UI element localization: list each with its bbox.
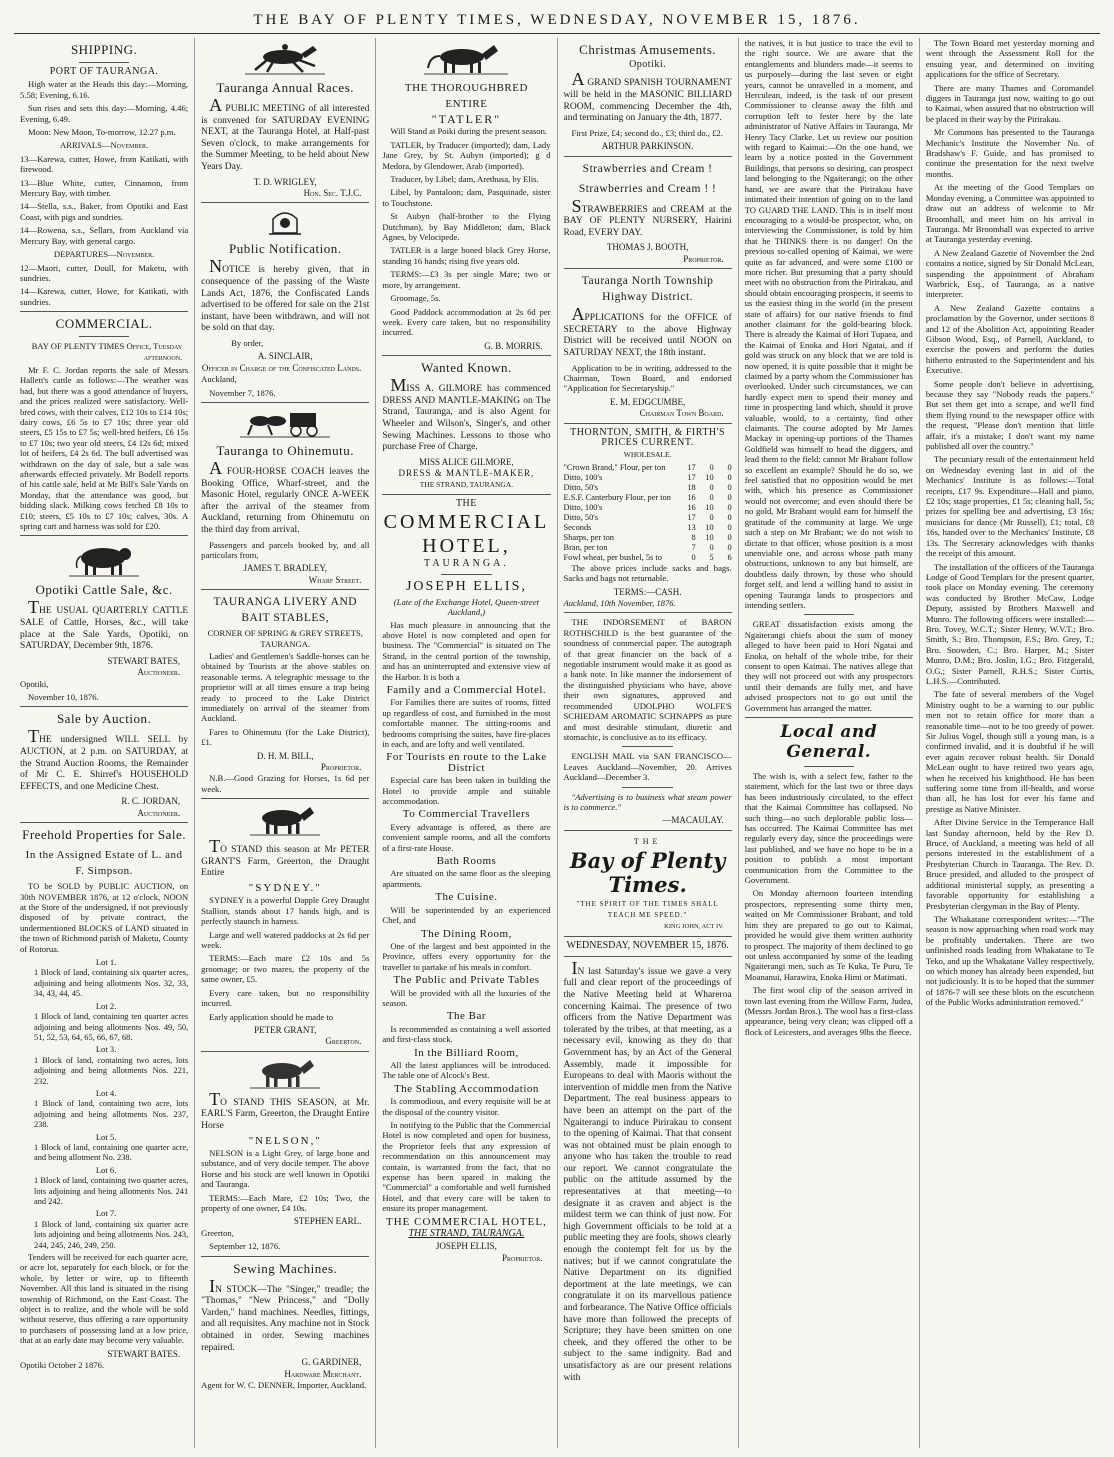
column-6	[920, 38, 1100, 1448]
hotel-footer-3: JOSEPH ELLIS,	[435, 1241, 497, 1252]
hotel-the: THE	[455, 497, 477, 509]
local-item: There are many Thames and Coromandel diggers in Tauranga just now, waiting to go out to Kaimai, when assured that no obstruction will be placed in their way by the Pirirakau.	[925, 82, 1095, 124]
price-cell-a: 8	[691, 532, 696, 542]
hotel-bath-heading: Bath Rooms	[436, 855, 497, 868]
hotel-bath: Are situated on the same floor as the sleeping apartments.	[382, 868, 551, 889]
price-cell-a: 16	[687, 502, 696, 512]
shipping-title: SHIPPING.	[70, 42, 138, 57]
price-row	[564, 483, 732, 493]
local-item: The installation of the officers of the Tauranga Lodge of Good Templars for the present quarter, took place on Monday evening. The ceremony was conducted by Brother McCaw, Lodge Deputy, assisted by Brothers Maxwell and Munro. The following officers were installed:—Bro. Tovey, W.C.T.; Sister Henry, W.V.T.; Bro. Smith, S.; Bro. Thompson, F.S.; Bro. Grey, T.; Bro. Snowden, C.; Bro. Harper, M.; Sister Munro, D.M.; Bro. Joslin, I.G.; Bro. Fitzgerald, O.G.; Sister Parnell, R.H.S.; Sister Curtis, L.H.S.—Contributed.	[925, 561, 1095, 686]
lot-heading: Lot 5.	[95, 1131, 117, 1142]
arrival-item: 13—Blue White, cutter, Cinnamon, from Mercury Bay, with timber.	[20, 177, 189, 199]
paper-masthead	[564, 837, 732, 897]
divider	[20, 311, 188, 312]
hotel-tables-heading: The Public and Private Tables	[393, 974, 540, 987]
price-cell-c: 6	[727, 552, 732, 562]
prices-subtitle: WHOLESALE.	[623, 450, 672, 460]
price-cell-c: 0	[727, 482, 732, 492]
price-cell-c: 0	[727, 542, 732, 552]
divider	[564, 936, 732, 937]
tatler-pedigree: TATLER, by Traducer (imported); dam, Lady Jane Grey, by St. Aubyn (imported); g d Medora, by Glendower, Arab (imported).	[382, 139, 551, 171]
price-cell-b: 10	[705, 502, 714, 512]
auction-signature: R. C. JORDAN,	[121, 796, 181, 807]
price-cell-b: 10	[705, 522, 714, 532]
divider	[20, 535, 188, 536]
price-cell-c: 0	[727, 462, 732, 472]
highway-title: Tauranga North Township Highway District.	[581, 275, 714, 304]
lot-text: 1 Block of land, containing ten quarter acres adjoining and being allotments Nos. 49, 50, 51, 52, 53, 64, 65, 66, 67, 68.	[34, 1012, 189, 1042]
price-cell-item: Ditto, 50's	[563, 482, 599, 492]
coach-body-2: Passengers and parcels booked by, and all particulars from,	[201, 539, 370, 560]
departures-heading: DEPARTURES—November.	[53, 249, 155, 260]
price-cell-b: 0	[709, 512, 714, 522]
divider	[201, 402, 369, 403]
departure-item: 12—Maori, cutter, Doull, for Maketu, with sundries.	[20, 262, 189, 283]
arrivals-heading: ARRIVALS—November.	[60, 140, 149, 151]
coach-body: A FOUR-HORSE COACH leaves the Booking Office, Wharf-street, and the Masonic Hotel, regularly ONCE A-WEEK after the arrival of the steamer from Auckland, returning from Ohinemutu on the third day from arrival.	[201, 457, 370, 535]
column-2	[195, 38, 376, 1448]
divider	[201, 589, 369, 590]
opotiki-date: November 10, 1876.	[28, 692, 99, 703]
prices-note: The above prices include sacks and bags. Sacks and bags not returnable.	[563, 562, 732, 584]
price-cell-item: Bran, per ton	[563, 542, 608, 552]
hotel-family: For Families there are suites of rooms, fitted up regardless of cost, and furnished in the most comfortable manner. The sitting-rooms and bedrooms comprising the suites, have fire-places in each, and are lofty and well ventilated.	[382, 697, 551, 749]
hotel-footer-1: THE COMMERCIAL HOTEL,	[386, 1215, 547, 1228]
price-cell-a: 17	[687, 472, 696, 482]
sewing-title: Sewing Machines.	[233, 1260, 338, 1276]
price-cell-item: E.S.F. Canterbury Flour, per ton	[563, 492, 671, 502]
divider	[564, 830, 732, 831]
nelson-description: NELSON is a Light Grey, of large bone and substance, and of very docile temper. The above Horse and his stock are well known in Opotiki and Tauranga.	[201, 1147, 370, 1190]
lot-heading: Lot 3.	[95, 1044, 117, 1055]
local-item: The fate of several members of the Vogel Ministry ought to be a warning to our public men not to retain office for more than a reasonable time—not to be too greedy of power. Sir Julius Vogel, though still a young man, is a confirmed invalid, and it is doubtful if he will ever again recover robust health. Sir Donald McLean ought to have retired two years ago, when he received his knighthood. He has been suffering some time from ill-health, and worse than all, he has lost for ever his fame and prestige as Native Minister.	[925, 689, 1095, 814]
hotel-stabling-heading: The Stabling Accommodation	[393, 1082, 539, 1095]
nelson-body: TO STAND THIS SEASON, at Mr. EARL'S Farm, Greerton, the Draught Entire Horse	[201, 1088, 370, 1131]
auction-role: Auctioneer.	[137, 807, 181, 818]
price-cell-item: Sharps, per ton	[563, 532, 614, 542]
hotel-cuisine: Will be superintended by an experienced Chef, and	[382, 904, 551, 926]
sewing-signature: G. GARDINER,	[301, 1357, 362, 1368]
bull-illustration-icon	[69, 540, 139, 578]
local-item: On Monday afternoon fourteen intending prospectors, representing some thirty men, waited on Mr Commissioner Brabant, and told him they are prepared to go out to Kaimai, provided he would give them written authority to prospect. The majority of them declined to go out unless accompanied by some of the leading Ngaiterangi men, such as Te Kuka, Te Puru, Te Moananui, Harawira, Enoka Himi or Matimati.	[744, 888, 913, 982]
coach-signature: JAMES T. BRADLEY,	[243, 563, 328, 574]
prices-table	[564, 463, 732, 563]
paper-title: Bay of Plenty Times.	[569, 848, 726, 898]
public-notification-body: NOTICE is hereby given, that in consequence of the passing of the Waste Lands Act, 1876, the Confiscated Lands advertised to be offered for sale on the 21st instant, have been withdrawn, and will not be sold on that day.	[201, 256, 370, 334]
paper-motto: "THE SPIRIT OF THE TIMES SHALL TEACH ME SPEED."	[576, 900, 719, 919]
public-signature: A. SINCLAIR,	[257, 351, 313, 362]
livery-title: TAURANGA LIVERY AND BAIT STABLES,	[213, 596, 358, 625]
column-5	[739, 38, 920, 1448]
divider	[201, 1256, 369, 1257]
divider	[79, 336, 129, 337]
price-cell-b: 5	[709, 552, 714, 562]
price-cell-item: Ditto, 50's	[563, 512, 599, 522]
racehorse-illustration-icon	[245, 42, 325, 76]
price-cell-c: 0	[727, 512, 732, 522]
lot-heading: Lot 6.	[95, 1164, 117, 1175]
races-title: Tauranga Annual Races.	[216, 80, 355, 95]
tatler-traducer: Traducer, by Libel; dam, Arethusa, by Elis.	[390, 174, 539, 185]
price-row	[564, 523, 732, 533]
price-cell-a: 17	[687, 512, 696, 522]
sydney-signature: PETER GRANT,	[254, 1024, 317, 1035]
local-item: Some people don't believe in advertising, because they say "Nobody reads the papers." But set them get into a scrape, and we'll find them flying round to the newspaper office with the request, "Please don't mention that little affair, it's a mistake; I don't want my name published all over the country."	[925, 378, 1095, 452]
page-header: THE BAY OF PLENTY TIMES, WEDNESDAY, NOVEMBER 15, 1876.	[14, 6, 1100, 34]
divider	[79, 62, 129, 63]
divider	[382, 355, 550, 356]
tatler-description: TATLER is a large boned black Grey Horse, standing 16 hands; rising five years old.	[382, 245, 551, 266]
hotel-cuisine-heading: The Cuisine.	[435, 891, 498, 904]
opotiki-sale-title: Opotiki Cattle Sale, &c.	[35, 582, 173, 598]
xmas-title: Christmas Amusements.	[579, 42, 717, 57]
freehold-tail: Tenders will be received for each quarter acre, or acre lot, separately for each block, or for the whole, by letter or wire, up to fifteenth November. All this land is situated in the rising township of Richmond, on the East Coast. The object is to realize, and the whole will be sold without reserve, thus offering a rare opportunity to purchasers of possessing land at a low price, that at an early date may become very valuable.	[20, 1252, 189, 1346]
divider	[382, 494, 550, 495]
divider	[564, 956, 732, 957]
quote-attribution: —MACAULAY.	[662, 815, 724, 826]
arrival-item: 14—Rowena, s.s., Sellars, from Auckland via Mercury Bay, with general cargo.	[20, 225, 189, 246]
races-role: Hon. Sec. T.J.C.	[303, 187, 362, 198]
lot-list	[24, 957, 188, 1251]
price-row	[564, 543, 732, 553]
rothschild-notice: THE INDORSEMENT of BARON ROTHSCHILD is the best guarantee of the soundness of commercial paper. The autograph of that great financier on the back of a negotiable instrument would make it as good as a bank note. In like manner the indorsement of the distinguished physicians who have, above their own signatures, approved and recommended UDOLPHO WOLFE'S SCHIEDAM AROMATIC SCHNAPPS as pure and most desirable stimulant, diuretic and stomachic, is conclusive as to its efficacy.	[563, 617, 732, 742]
price-row	[564, 503, 732, 513]
coach-illustration-icon	[240, 407, 330, 439]
sydney-description: SYDNEY is a powerful Dapple Grey Draught Stallion, stands about 17 hands high, and is perfectly staunch in harness.	[201, 895, 370, 927]
freehold-title: Freehold Properties for Sale.	[22, 827, 187, 843]
price-row	[564, 473, 732, 483]
hotel-title: COMMERCIAL	[383, 511, 550, 534]
strawberries-role: Proprietor.	[683, 253, 724, 264]
arrival-item: 13—Karewa, cutter, Howe, from Katikati, with firewood.	[20, 153, 189, 175]
divider	[564, 156, 732, 157]
departure-item: 14—Karewa, cutter, Howe, for Katikati, with sundries.	[20, 286, 189, 307]
price-cell-a: 17	[687, 462, 696, 472]
hotel-bar: Is recommended as containing a well assorted and first-class stock.	[382, 1023, 551, 1045]
highway-body-2: Application to be in writing, addressed to the Chairman, Town Board, and endorsed "Application for Secretaryship."	[563, 362, 732, 394]
hotel-title-2: HOTEL,	[422, 535, 511, 558]
local-item: A New Zealand Gazette of November the 2nd contains a notice, signed by Sir Donald McLean, suspending the appointment of Abraham Warbrick, Esq., of Tauranga, as a native interpreter.	[925, 247, 1095, 300]
public-date: November 7, 1876.	[209, 387, 276, 398]
sydney-role: Greerton.	[325, 1036, 362, 1047]
price-row	[564, 463, 732, 473]
price-row	[564, 493, 732, 503]
lot-text: 1 Block of land, containing two acres, lots adjoining and being allotments Nos. 221, 232.	[34, 1055, 189, 1086]
arrival-item: 14—Stella, s.s., Baker, from Opotiki and East Coast, with pigs and sundries.	[20, 201, 189, 222]
port-title: PORT OF TAURANGA.	[49, 66, 159, 77]
lot-text: 1 Block of land, containing six quarter acre lots adjoining and being allotments Nos. 243, 244, 245, 246, 249, 250.	[34, 1219, 189, 1250]
wanted-signature-3: THE STRAND, TAURANGA.	[419, 479, 514, 489]
hotel-tourists-heading: For Tourists en route to the Lake District	[386, 751, 547, 774]
tatler-groomage: Groomage, 5s.	[390, 293, 441, 304]
hotel-dining: One of the largest and best appointed in the Province, offers every opportunity for the traveller to partake of his meals in comfort.	[382, 940, 551, 972]
strawberries-title-2: Strawberries and Cream ! !	[578, 182, 717, 195]
livery-signature: D. H. M. BILL,	[256, 750, 314, 761]
public-role: Officer in Charge of the Confiscated Lands.	[201, 362, 362, 373]
local-item: Mr Commons has presented to the Tauranga Mechanic's Institute the November No. of Bradshaw's F. Guide, and has promised to continue the presentation for the next twelve months.	[925, 127, 1095, 179]
races-body: A PUBLIC MEETING of all interested is convened for SATURDAY EVENING NEXT, at the Tauranga Hotel, at Half-past Seven o'clock, to make arrangements for the Summer Meeting, to be held about New Years Day.	[201, 95, 370, 172]
price-cell-a: 0	[691, 552, 696, 562]
divider	[564, 612, 732, 613]
strawberries-signature: THOMAS J. BOOTH,	[606, 242, 689, 253]
sydney-paddock: Large and well watered paddocks at 2s 6d per week.	[201, 929, 370, 951]
prices-date: Auckland, 10th November, 1876.	[563, 598, 676, 609]
price-cell-c: 0	[727, 502, 732, 512]
nelson-terms: TERMS:—Each Mare, £2 10s; Two, the property of one owner, £4 10s.	[201, 1192, 370, 1213]
hotel-family-heading: Family and a Commercial Hotel.	[386, 683, 547, 696]
price-cell-item: "Crown Brand," Flour, per ton	[563, 462, 666, 472]
price-cell-b: 0	[709, 542, 714, 552]
lot-text: 1 Block of land, containing one quarter acre, and being allotment No. 238.	[34, 1142, 189, 1163]
price-cell-c: 0	[727, 472, 732, 482]
lot-heading: Lot 2.	[95, 1000, 117, 1011]
xmas-body: A GRAND SPANISH TOURNAMENT will be held in the MASONIC BILLIARD ROOM, commencing December the 4th, and terminating on January the 4th, 1877.	[563, 69, 732, 124]
paper-motto-source: KING JOHN, ACT IV.	[664, 922, 724, 930]
local-item: A New Zealand Gazette contains a proclamation by the Governor, under sections 8 and 12 of the Abolition Act, appointing Reader Gibson Wood, Esq., of Parnell, Auckland, to exercise the powers and perform the duties hitherto entrusted to the Superintendent and his Executive.	[925, 302, 1095, 376]
tatler-title: THE THOROUGHBRED ENTIRE	[404, 82, 528, 110]
sun-text: Sun rises and sets this day:—Morning, 4.46; Evening, 6.49.	[20, 103, 189, 124]
coach-role: Wharf Street.	[308, 574, 362, 585]
hotel-late: (Late of the Exchange Hotel, Queen-street Auckland,)	[393, 596, 540, 618]
public-by-order: By order,	[231, 337, 264, 348]
dissatisfaction-text: GREAT dissatisfaction exists among the Ngaiterangi chiefs about the sum of money alleged to have been paid to Hori Ngatai and Enoka, on behalf of the whole tribe, for their consent to open Kaimai. The natives allege that they will not proceed out with any prospectors until their demands are fully met, and have advised prospectors not to go out until the Government has arranged the matter.	[744, 619, 913, 713]
livery-role: Proprietor.	[320, 762, 362, 773]
sydney-care: Every care taken, but no responsibility incurred.	[201, 987, 370, 1009]
divider	[201, 202, 369, 203]
hotel-place: TAURANGA.	[424, 558, 509, 570]
hotel-stabling: Is commodious, and every requisite will be at the disposal of the country visitor.	[382, 1096, 551, 1117]
sewing-body: IN STOCK—The "Singer," treadle; the "Thomas," "New Princess," and "Dolly Varden," hand machines. Needles, fittings, and all requisites. Any machine not in Stock obtained in order. Sewing machines repaired.	[201, 1275, 370, 1353]
commercial-office: BAY OF PLENTY TIMES Office, Tuesday afternoon.	[31, 341, 183, 362]
divider	[564, 268, 732, 269]
price-cell-item: Seconds	[563, 522, 592, 532]
hotel-notify: In notifying to the Public that the Commercial Hotel is now completed and open for business, the Proprietor feels that any expression of recommendation on this announcement may contain, is warranted from the fact, that no expense has been spared in making the "Commercial" a comfortable and well furnished Hotel, and that every care will be taken to ensure its proper management.	[382, 1120, 551, 1214]
commercial-title: COMMERCIAL.	[55, 316, 153, 332]
freehold-signature: STEWART BATES.	[107, 1348, 181, 1359]
wanted-signature-2: DRESS & MANTLE-MAKER,	[398, 468, 535, 479]
price-row	[564, 553, 732, 563]
wanted-title: Wanted Known.	[421, 360, 512, 376]
divider	[804, 766, 854, 767]
hotel-footer-2: THE STRAND, TAURANGA.	[408, 1228, 525, 1240]
lot-text: 1 Block of land, containing six quarter acres, adjoining and being allotments Nos. 32, 33, 34, 43, 44, 45.	[34, 968, 189, 999]
column-4	[558, 38, 739, 1448]
price-cell-b: 0	[709, 482, 714, 492]
local-item: The Whakatane correspondent writes:—"The season is now approaching when road work may be profitably undertaken. There are two unfinished roads leading from Whakatane to Te Teko, and up the Whakatane Valley respectively, on which money has already been expended, but not judiciously. It is to be hoped that the summer of 1876-7 will see these blots on the escutcheon of the Public Works administration removed."	[925, 913, 1095, 1008]
highway-signature: E. M. EDGCUMBE,	[609, 396, 686, 407]
divider	[804, 614, 854, 615]
local-item: The pecuniary result of the entertainment held on Wednesday evening last in aid of the Mechanics' Institute is as follows:—Total receipts, £17 9s. Expenditure—Hall and piano, £2 10s; stage properties, £1 5s; cleaning hall, 5s; prizes for spelling bee and advertising, £3 16s; musicians for dance (Mr Russell), £1; total, £8 16s, handed over to the Mechanics' Institute, £8 13s. The Secretary acknowledges with thanks the receipt of this amount.	[925, 454, 1095, 559]
price-cell-b: 10	[705, 472, 714, 482]
lot-heading: Lot 7.	[95, 1208, 117, 1219]
local-item: At the meeting of the Good Templars on Monday evening, a Committee was appointed to draw out an address of welcome to Mr Broomhall, and meet him on his arrival in Tauranga. Mr Broomhall was expected to arrive at Tauranga yesterday evening.	[925, 182, 1095, 245]
hotel-billiard: All the latest appliances will be introduced. The table one of Alcock's Best.	[382, 1059, 551, 1081]
price-cell-c: 0	[727, 492, 732, 502]
divider	[564, 423, 732, 424]
divider	[20, 706, 188, 707]
auction-title: Sale by Auction.	[56, 711, 152, 727]
local-item: After Divine Service in the Temperance Hall last Sunday afternoon, held by the Rev D. Bruce, of Auckland, a meeting was held of all persons interested in the establishment of a Presbyterian Church in Tauranga. The Rev. D. Bruce presided, and alluded to the prospect of additional ministerial supply, as presenting a favorable opportunity for establishing a Presbyterian clergyman in the Bay of Plenty.	[925, 817, 1095, 911]
wanted-signature-1: MISS ALICE GILMORE,	[419, 456, 514, 467]
royal-crest-icon	[265, 207, 305, 237]
nelson-place: Greerton,	[201, 1227, 234, 1238]
columns	[14, 38, 1100, 1448]
grey-horse-illustration-icon	[250, 1056, 320, 1090]
freehold-body: TO be SOLD by PUBLIC AUCTION, on 30th NOVEMBER 1876, at 12 o'clock, NOON at the Store of the undersigned, if not previously disposed of by private contract, the undermentioned BLOCKS of LAND situated in the town of Richmond parish of Maketu, County of Rotorua.	[20, 881, 189, 954]
tatler-paddock: Good Paddock accommodation at 2s 6d per week. Every care taken, but no responsibility incurred.	[382, 306, 551, 338]
price-cell-c: 0	[727, 522, 732, 532]
lot-heading: Lot 4.	[95, 1087, 117, 1098]
divider	[745, 717, 913, 718]
advertising-quote: "Advertising is to business what steam power is to commerce."	[563, 791, 732, 812]
tides-text: High water at the Heads this day:—Morning, 5.58; Evening, 6.16.	[20, 79, 189, 100]
editorial-text: IN last Saturday's issue we gave a very full and clear report of the proceedings of the Native Meeting held at Whareroa concerning Kaimai. The presence of two officers from the Native Department was tolerated by the tribes, at that meeting, as a necessary evil, knowing as they do that Government has, by an Act of the General Assembly, made it impossible for Europeans to deal with Maoris without the intervention of middle men from the Native Department. The real business appears to have been an attempt on the part of the Ngaiterangi to induce Pirirakau to consent to the opening of Kaimai. That that consent was not obtained must be plain enough to anyone who has taken the trouble to read our report. We cannot congratulate the public on the attitude assumed by the representatives at that meeting—to designate it as craven and abject is the mildest term we can think of just now. For high Government officials to be told at a public meeting they are fools, shows clearly enough the contempt felt for us by the natives; but if we cannot congratulate the Native Department on its dignified deportment at the late meetings, we can congratulate it on its marvellous patience and forbearance. The Native Office officials have more than followed the precepts of Scripture; they have been smitten on one cheek, and they offered the other to be subject to the same indignity. Bad and unsatisfactory as are our present relations with	[563, 957, 732, 1383]
price-cell-a: 13	[687, 522, 696, 532]
mail-notice: ENGLISH MAIL via SAN FRANCISCO—Leaves Auckland—November, 20. Arrives Auckland—December 3.	[563, 751, 732, 783]
xmas-signature: ARTHUR PARKINSON.	[601, 141, 694, 152]
auction-body: THE undersigned WILL SELL by AUCTION, at 2 p.m. on SATURDAY, at the Strand Auction Rooms, the Remainder of Mr C. E. Shirref's HOUSEHOLD EFFECTS, and one Medicine Chest.	[20, 726, 189, 792]
sydney-name: "SYDNEY."	[248, 882, 322, 895]
paper-the: THE	[633, 836, 662, 846]
price-cell-b: 0	[709, 462, 714, 472]
coach-title: Tauranga to Ohinemutu.	[216, 442, 355, 458]
local-general-title: Local and General.	[780, 722, 878, 762]
draught-horse-illustration-icon	[250, 803, 320, 837]
tatler-signature: G. B. MORRIS.	[484, 340, 543, 351]
price-row	[564, 533, 732, 543]
price-cell-b: 0	[709, 492, 714, 502]
price-cell-a: 7	[691, 542, 696, 552]
price-cell-item: Ditto, 100's	[563, 472, 603, 482]
livery-body: Ladies' and Gentlemen's Saddle-horses can be obtained by Tourists at the above stables on reasonable terms. A telegraphic message to the proprietor will at all times ensure a trap being ready to proceed to the Lake District immediately on arrival of the steamer from Auckland.	[201, 650, 370, 724]
freehold-subtitle: In the Assigned Estate of L. and F. Simpson.	[25, 849, 183, 878]
tatler-name: "TATLER"	[431, 112, 502, 126]
public-place: Auckland,	[201, 374, 237, 385]
livery-fares: Fares to Ohinemutu (for the Lake District), £1.	[201, 726, 370, 748]
price-cell-c: 0	[727, 532, 732, 542]
xmas-prizes: First Prize, £4; second do., £3; third do., £2.	[571, 127, 723, 138]
tatler-libel: Libel, by Pantaloon; dam, Pasquinade, sister to Touchstone.	[382, 187, 551, 208]
opotiki-sale-body: THE USUAL QUARTERLY CATTLE SALE of Cattle, Horses, &c., will take place at the Sale Yards, Opotiki, on SATURDAY, December 9th, 1876.	[20, 597, 189, 652]
nelson-name: "NELSON,"	[248, 1134, 322, 1147]
prices-terms: TERMS:—CASH.	[613, 586, 682, 597]
hotel-owner: JOSEPH ELLIS,	[405, 578, 527, 594]
hotel-body: Has much pleasure in announcing that the above Hotel is now completed and open for business. The "Commercial" is situated on The Strand, in the central portion of the township, and has an uninterrupted and extensive view of the Harbor. It is both a	[382, 619, 551, 682]
strawberries-body: STRAWBERRIES and CREAM at the BAY OF PLENTY NURSERY, Hairini Road, EVERY DAY.	[563, 195, 732, 238]
tatler-body: Will Stand at Poiki during the present season.	[390, 126, 548, 137]
hotel-footer-4: Proprietor.	[502, 1252, 543, 1263]
sydney-body: TO STAND this season at Mr PETER GRANT'S Farm, Greerton, the Draught Entire	[201, 836, 370, 879]
public-notification-title: Public Notification.	[228, 241, 342, 257]
divider	[201, 798, 369, 799]
livery-nb: N.B.—Good Grazing for Horses, 1s 6d per week.	[201, 773, 370, 794]
hotel-tourists: Especial care has been taken in building the Hotel to provide ample and suitable accommodation.	[382, 775, 551, 807]
strawberries-title: Strawberries and Cream !	[582, 162, 713, 175]
nelson-date: September 12, 1876.	[209, 1241, 281, 1252]
price-cell-b: 10	[705, 532, 714, 542]
local-item: The wish is, with a select few, father to the statement, which for the last two or three days has been industriously circulated, to the effect that the Kaimai Committee has collapsed. No such thing—no such deplorable public loss—has occurred. The Kaimai Committee has met regularly every day, since the proceedings were last published, and we have no hope to be in a position to publish a most important communication from the Committee to the Government.	[744, 771, 913, 886]
lot-text: 1 Block of land, containing two acre, lots adjoining and being allotments Nos. 237, 238.	[34, 1099, 189, 1130]
local-item: The first wool clip of the season arrived in town last evening from the Willow Farm, Judea, (Messrs Jordan Bros.). The wool has a first-class appearance, being very clean; was clipped off a flock of Leicesters, and averages 9lbs the fleece.	[744, 985, 913, 1037]
hotel-travellers-heading: To Commercial Travellers	[402, 808, 531, 821]
divider	[622, 746, 672, 747]
hotel-billiard-heading: In the Billiard Room,	[414, 1046, 519, 1059]
editorial-continued: the natives, it is but justice to trace the evil to the right source. We are aware that the entanglements and blunders made—it seems to us purposely—during the last seven or eight years, cannot be unravelled in a moment, and Herculean, indeed, is the task of our present Commissioner to cleanse away the filth and corruption left to fester here by the late administrator of Native Affairs in Tauranga, Mr Henry Tacy Clarke. Let us review our position with regard to Kaimai:—On the one hand, we learn by a notice posted in the Government Buildings, that persons so desiring, can prospect land belonging to the Ngaiterangi; on the other hand, we are aware that the Pirirakau have intimated their intention of going on to the land TO GUARD THE LAND. This is in itself most encouraging to a would-be prospector, who, on interviewing the Commissioner, is told by him that he THINKS there is no danger! On the previous so-called opening of Kaimai, we were quite as far advanced, and were some £100 or more richer. But presuming that a party should meet with no obstruction from the Pirirakau, and should obtain encouraging prospects, it seems to us the easiest thing in the world (in the present state of affairs) for our native friends to find another claimant for the gold-bearing block. There is already the Kaimai of Hori Tupaea, and the Kaimai of Enoka and Hori Ngatai, and if gold was struck on any block that we are told is now opened, it is quite possible that it might be claimed by a party whom the Commissioner has overlooked. Under such circumstances, we can hardly expect men to spend their money and time in prospecting land which, should it prove valuable, would, to a certainty, find other claimants. The course adopted by Mr James Mackay in opening-up portions of the Thames Goldfield was himself to head the diggers, and lead them to the field: cannot Mr Brabant follow so excellent an example? Should he do so, we feel satisfied that no opposition would be met with, which his presence as Commissioner would not overcome; and even should there be no gold, Mr Brabant would earn for himself the gratitude of the community at large. We urge such a step on Mr Brabant; we do not wish to dictate to that officer, whose position is a most unenviable one, and across whose path many obstructions, unknown to any but himself, are doubtless daily thrown, by those who should forget self, and lend a willing hand to assist in opening Tauranga lands to prospectors and intending settlers.	[744, 38, 913, 610]
wanted-body: MISS A. GILMORE has commenced DRESS AND MANTLE-MAKING on The Strand, Tauranga, and is also Agent for Wheeler and Wilson's, Singer's, and other Sewing Machines. Lessons to those who purchase Free of Charge.	[382, 375, 551, 453]
hotel-bar-heading: The Bar	[446, 1010, 487, 1023]
sydney-terms: TERMS:—Each mare £2 10s and 5s groomage; or two mares, the property of the same owner, £5.	[201, 953, 370, 985]
highway-body: APPLICATIONS for the OFFICE of SECRETARY to the above Highway District will be received until NOON on SATURDAY NEXT, the 18th instant.	[563, 304, 732, 358]
nelson-signature: STEPHEN EARL.	[293, 1216, 362, 1227]
opotiki-signature: STEWART BATES,	[107, 655, 181, 666]
hotel-tables: Will be provided with all the luxuries of the season.	[382, 987, 551, 1008]
price-cell-item: Fowl wheat, per bushel, 5s to	[563, 552, 662, 562]
opotiki-place: Opotiki,	[20, 678, 49, 689]
divider	[622, 787, 672, 788]
commercial-body: Mr F. C. Jordan reports the sale of Messrs Hallett's cattle as follows:—The weather was bad, but there was a good attendance of buyers, and the prices realized were satisfactory. Well-bred cows, with their calves, £12 10s to £14 10s; dairy cows, £6 5s to £7 10s; three year old steers, £5 15s to £7 5s; well-bred heifers, £6 15s to £7 10s; two year old steers, £4 12s 6d; mixed lot of heifers, £4 2s 6d. The bull advertised was withdrawn on the day of sale, but a sale was afterwards effected privately. Mr Bodell reports of his cattle sale, held at Mr Bill's Sale Yards on Monday, that the attendance was good, but bidding slack. Milking cows fetched £8 10s to £10; steers, £5 10s to £7 10s; calves, 30s. A spring cart and harness was sold for £20.	[20, 364, 189, 532]
column-3	[376, 38, 557, 1448]
opotiki-role: Auctioneer.	[137, 667, 181, 678]
divider	[20, 822, 188, 823]
tatler-staubyn: St Aubyn (half-brother to the Flying Dutchman), by Bay Middleton; dam, Black Agnes, by Velocipede.	[382, 211, 551, 243]
hotel-dining-heading: The Dining Room,	[421, 927, 512, 940]
local-item: The Town Board met yesterday morning and went through the Assessment Roll for the ensuing year, and determined on inviting applications for the office of Secretary.	[925, 38, 1095, 80]
xmas-subtitle: Opotiki.	[629, 59, 667, 70]
sydney-apply: Early application should be made to	[209, 1011, 334, 1022]
column-1	[14, 38, 195, 1448]
thoroughbred-illustration-icon	[424, 42, 508, 76]
livery-subtitle: CORNER OF SPRING & GREY STREETS, TAURANGA.	[207, 628, 363, 649]
price-row	[564, 513, 732, 523]
divider	[441, 574, 491, 575]
price-cell-item: Ditto, 100's	[563, 502, 603, 512]
price-cell-a: 16	[687, 492, 696, 502]
lot-heading: Lot 1.	[95, 957, 117, 968]
races-signature: T. D. WRIGLEY,	[253, 176, 317, 187]
sewing-role: Hardware Merchant.	[284, 1368, 362, 1379]
price-cell-a: 18	[687, 482, 696, 492]
tatler-terms: TERMS:—£3 3s per single Mare; two or more, by arrangement.	[382, 269, 551, 290]
hotel-travellers: Every advantage is offered, as there are convenient sample rooms, and all the comforts of a first-rate House.	[382, 821, 551, 853]
divider	[201, 1051, 369, 1052]
freehold-date: Opotiki October 2 1876.	[20, 1360, 105, 1371]
moon-text: Moon: New Moon, To-morrow, 12.27 p.m.	[28, 127, 176, 138]
highway-role: Chairman Town Board.	[639, 408, 724, 419]
paper-date: WEDNESDAY, NOVEMBER 15, 1876.	[566, 940, 729, 952]
prices-title: THORNTON, SMITH, & FIRTH'S PRICES CURRENT.	[570, 426, 726, 448]
sewing-agent: Agent for W. C. DENNER, Importer, Auckland.	[201, 1379, 367, 1390]
lot-text: 1 Block of land, containing two quarter acres, lots adjoining and being allotments Nos. 241 and 242.	[34, 1176, 189, 1206]
